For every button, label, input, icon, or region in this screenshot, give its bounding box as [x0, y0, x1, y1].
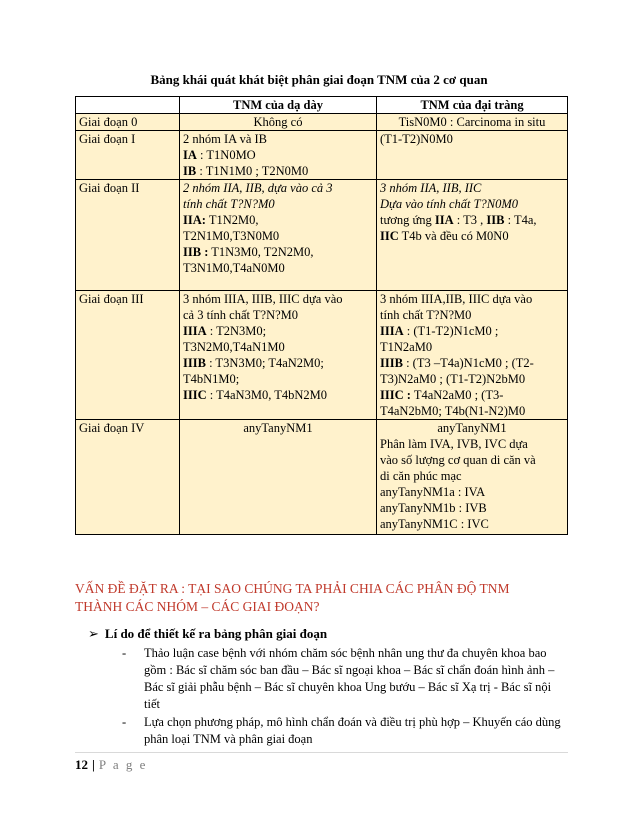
cell-line: 2 nhóm IIA, IIB, dựa vào cả 3 — [183, 181, 333, 195]
stage-value: T4aN2aM0 ; (T3- — [410, 388, 504, 402]
colon-cell — [377, 180, 568, 291]
tnm-comparison-table — [75, 96, 568, 535]
stomach-cell: anyTanyNM1 — [180, 420, 377, 535]
footer-separator: | — [92, 757, 95, 772]
stage-code: IIB : — [183, 245, 209, 259]
cell-line — [183, 212, 373, 228]
cell-line: Dựa vào tính chất T?N0M0 — [380, 197, 519, 211]
table-row — [76, 420, 568, 535]
stomach-cell — [180, 131, 377, 180]
footer-divider — [75, 752, 568, 753]
colon-cell: (T1-T2)N0M0 — [377, 131, 568, 180]
cell-line: T3N1M0,T4aN0M0 — [183, 261, 285, 275]
stage-code: IIB — [486, 213, 505, 227]
cell-line: Phân làm IVA, IVB, IVC dựa — [380, 437, 528, 451]
stage-value: : T3 , — [453, 213, 487, 227]
stage-value: T4b và đều có M0N0 — [398, 229, 509, 243]
stage-code: IIA — [434, 213, 454, 227]
cell-line — [380, 228, 564, 244]
table-row — [76, 114, 568, 131]
cell-line — [183, 147, 373, 163]
stage-code: IIIA — [183, 324, 207, 338]
reason-bullet-list — [122, 645, 562, 749]
cell-line: anyTanyNM1b : IVB — [380, 501, 487, 515]
header-cell-blank — [76, 97, 180, 114]
page-number: 12 — [75, 757, 88, 772]
colon-cell — [377, 291, 568, 420]
page-label: P a g e — [98, 757, 148, 772]
stage-value: : T1N1M0 ; T2N0M0 — [196, 164, 309, 178]
list-item — [122, 714, 562, 748]
cell-line: T3N2M0,T4aN1M0 — [183, 340, 285, 354]
cell-line — [380, 355, 564, 371]
stage-code: IA — [183, 148, 197, 162]
table-row — [76, 131, 568, 180]
cell-line: 3 nhóm IIA, IIB, IIC — [380, 181, 482, 195]
stage-code: IIIA — [380, 324, 404, 338]
stage-cell: Giai đoạn 0 — [76, 114, 180, 131]
header-cell-colon: TNM của đại tràng — [377, 97, 568, 114]
stomach-cell — [180, 291, 377, 420]
stage-value: : T4aN3M0, T4bN2M0 — [206, 388, 327, 402]
cell-line — [183, 163, 373, 179]
cell-line: anyTanyNM1C : IVC — [380, 517, 489, 531]
cell-line — [380, 387, 564, 403]
section-heading: VẤN ĐỀ ĐẶT RA : TẠI SAO CHÚNG TA PHẢI CHIA CÁC PHÂN ĐỘ TNM THÀNH CÁC NHÓM – CÁC GIAI ĐOẠN? — [75, 581, 510, 614]
stage-value: : T2N3M0; — [206, 324, 267, 338]
stage-code: IIIB — [183, 356, 206, 370]
table-row — [76, 291, 568, 420]
table-caption: Bảng khái quát khát biệt phân giai đoạn TNM của 2 cơ quan — [150, 72, 488, 87]
cell-line: T3)N2aM0 ; (T1-T2)N2bM0 — [380, 372, 526, 386]
cell-text: tương ứng — [380, 213, 435, 227]
stage-code: IIIC : — [380, 388, 411, 402]
cell-line — [183, 244, 373, 260]
cell-line: cả 3 tính chất T?N?M0 — [183, 308, 299, 322]
reason-title — [88, 626, 327, 642]
header-cell-stomach: TNM của dạ dày — [180, 97, 377, 114]
cell-line — [380, 212, 564, 228]
cell-line: tính chất T?N?M0 — [183, 197, 275, 211]
stage-value: : (T1-T2)N1cM0 ; — [403, 324, 499, 338]
cell-line — [183, 387, 373, 403]
stage-value: : (T3 –T4a)N1cM0 ; (T2- — [402, 356, 534, 370]
table-header-row — [76, 97, 568, 114]
stage-cell: Giai đoạn IV — [76, 420, 180, 535]
list-item-text: Lựa chọn phương pháp, mô hình chẩn đoán và điều trị phù hợp – Khuyến cáo dùng phân loại TNM và phân giai đoạn — [144, 715, 561, 746]
cell-line: di căn phúc mạc — [380, 469, 462, 483]
stomach-cell — [180, 180, 377, 291]
cell-line: anyTanyNM1a : IVA — [380, 485, 486, 499]
colon-cell — [377, 420, 568, 535]
cell-line: T4bN1M0; — [183, 372, 240, 386]
stage-code: IB — [183, 164, 197, 178]
cell-line: 3 nhóm IIIA,IIB, IIIC dựa vào — [380, 292, 533, 306]
stage-code: IIA: — [183, 213, 206, 227]
cell-line: 3 nhóm IIIA, IIIB, IIIC dựa vào — [183, 292, 343, 306]
cell-line: T1N2aM0 — [380, 340, 433, 354]
dash-bullet: - — [122, 715, 127, 729]
cell-line — [183, 323, 373, 339]
reason-title-text: Lí do để thiết kế ra bảng phân giai đoạn — [104, 626, 328, 641]
stomach-cell: Không có — [180, 114, 377, 131]
cell-line: 2 nhóm IA và IB — [183, 132, 268, 146]
stage-value: : T1N0MO — [196, 148, 256, 162]
stage-code: IIIB — [380, 356, 403, 370]
stage-code: IIC — [380, 229, 399, 243]
dash-bullet: - — [122, 646, 127, 660]
list-item-text: Thảo luận case bệnh với nhóm chăm sóc bệnh nhân ung thư đa chuyên khoa bao gồm : Bác sĩ chăm sóc ban đầu – Bác sĩ ngoại khoa – Bác sĩ chẩn đoán hình ảnh – Bác sĩ giải phẫu bệnh – Bác sĩ chuyên khoa Ung bướu – Bác sĩ Xạ trị - Bác sĩ nội tiết — [144, 646, 555, 711]
cell-line: vào số lượng cơ quan di căn và — [380, 453, 536, 467]
stage-value: : T4a, — [504, 213, 537, 227]
cell-line: T2N1M0,T3N0M0 — [183, 229, 280, 243]
stage-value: T1N3M0, T2N2M0, — [208, 245, 314, 259]
cell-line: T4aN2bM0; T4b(N1-N2)M0 — [380, 404, 526, 418]
stage-code: IIIC — [183, 388, 207, 402]
cell-line — [380, 323, 564, 339]
cell-line: anyTanyNM1 — [437, 421, 507, 435]
list-item — [122, 645, 562, 713]
stage-cell: Giai đoạn III — [76, 291, 180, 420]
cell-line: tính chất T?N?M0 — [380, 308, 472, 322]
page-footer — [75, 757, 147, 773]
stage-value: T1N2M0, — [205, 213, 259, 227]
arrow-bullet-icon: ➢ — [88, 626, 99, 641]
cell-line — [183, 355, 373, 371]
stage-cell: Giai đoạn I — [76, 131, 180, 180]
stage-cell: Giai đoạn II — [76, 180, 180, 291]
table-row — [76, 180, 568, 291]
colon-cell: TisN0M0 : Carcinoma in situ — [377, 114, 568, 131]
stage-value: : T3N3M0; T4aN2M0; — [205, 356, 324, 370]
